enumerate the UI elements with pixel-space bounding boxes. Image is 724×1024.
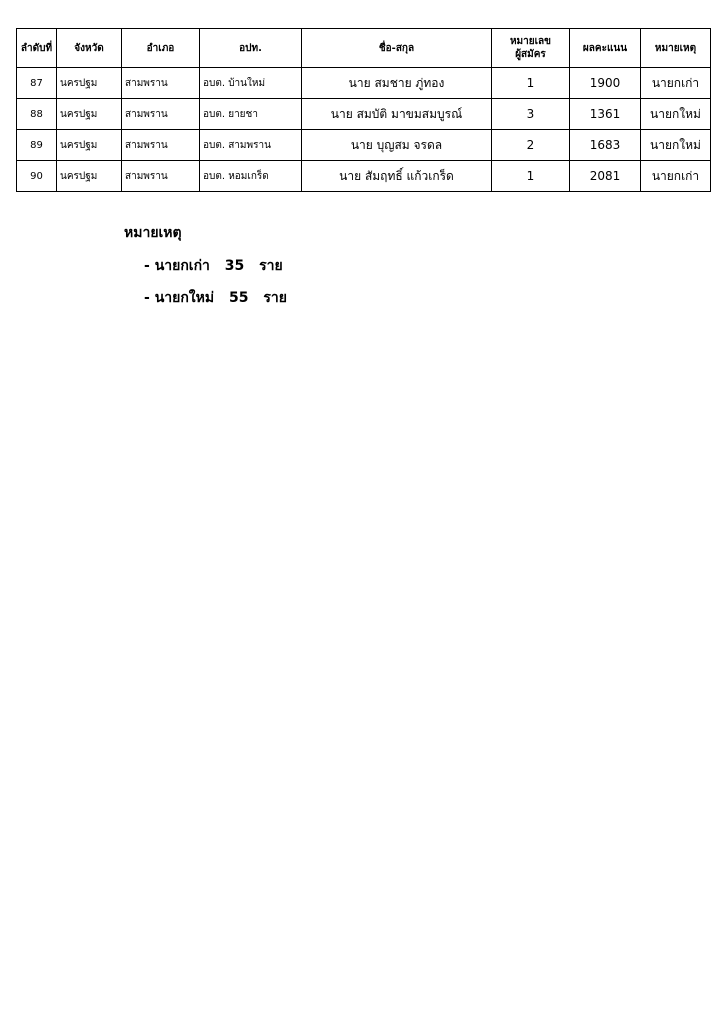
header-sao: อปท. [200, 29, 302, 68]
header-no: ลำดับที่ [17, 29, 57, 68]
cell-province: นครปฐม [57, 99, 122, 130]
cell-score: 2081 [570, 161, 641, 192]
cell-province: นครปฐม [57, 68, 122, 99]
cell-district: สามพราน [122, 99, 200, 130]
table-row [17, 161, 711, 192]
cell-no: 89 [17, 130, 57, 161]
cell-district: สามพราน [122, 161, 200, 192]
table-row [17, 99, 711, 130]
cell-sao: อบต. ยายชา [200, 99, 302, 130]
cell-candidate-number: 2 [492, 130, 570, 161]
cell-no: 87 [17, 68, 57, 99]
header-district: อำเภอ [122, 29, 200, 68]
summary-line-old-mayor [144, 255, 283, 277]
summary-label: นายกเก่า [154, 258, 210, 274]
cell-sao: อบต. บ้านใหม่ [200, 68, 302, 99]
cell-candidate-number: 3 [492, 99, 570, 130]
cell-note: นายกใหม่ [641, 99, 711, 130]
summary-count: 55 [228, 290, 249, 306]
header-note: หมายเหตุ [641, 29, 711, 68]
header-name: ชื่อ-สกุล [302, 29, 492, 68]
summary-dash: - [144, 258, 150, 274]
cell-district: สามพราน [122, 130, 200, 161]
table-row [17, 68, 711, 99]
cell-no: 88 [17, 99, 57, 130]
summary-title: หมายเหตุ [124, 225, 182, 241]
cell-name: นาย สมชาย ภู่ทอง [302, 68, 492, 99]
cell-sao: อบต. หอมเกร็ด [200, 161, 302, 192]
cell-name: นาย สมบัติ มาขมสมบูรณ์ [302, 99, 492, 130]
header-candidate-number [492, 29, 570, 68]
cell-province: นครปฐม [57, 130, 122, 161]
cell-note: นายกเก่า [641, 161, 711, 192]
cell-candidate-number: 1 [492, 161, 570, 192]
cell-name: นาย สัมฤทธิ์ แก้วเกร็ด [302, 161, 492, 192]
cell-note: นายกเก่า [641, 68, 711, 99]
header-candidate-number-line2: ผู้สมัคร [515, 49, 546, 60]
cell-candidate-number: 1 [492, 68, 570, 99]
summary-line-new-mayor [144, 287, 287, 309]
cell-note: นายกใหม่ [641, 130, 711, 161]
cell-sao: อบต. สามพราน [200, 130, 302, 161]
summary-dash: - [144, 290, 150, 306]
cell-no: 90 [17, 161, 57, 192]
cell-score: 1900 [570, 68, 641, 99]
cell-province: นครปฐม [57, 161, 122, 192]
cell-score: 1683 [570, 130, 641, 161]
header-province: จังหวัด [57, 29, 122, 68]
header-score: ผลคะแนน [570, 29, 641, 68]
table-row [17, 130, 711, 161]
header-row [17, 29, 711, 68]
results-table [16, 28, 711, 192]
cell-name: นาย บุญสม จรดล [302, 130, 492, 161]
summary-label: นายกใหม่ [154, 290, 215, 306]
summary-unit: ราย [259, 258, 283, 274]
header-candidate-number-line1: หมายเลข [509, 36, 552, 47]
cell-district: สามพราน [122, 68, 200, 99]
summary-unit: ราย [263, 290, 287, 306]
summary-count: 35 [224, 258, 245, 274]
cell-score: 1361 [570, 99, 641, 130]
